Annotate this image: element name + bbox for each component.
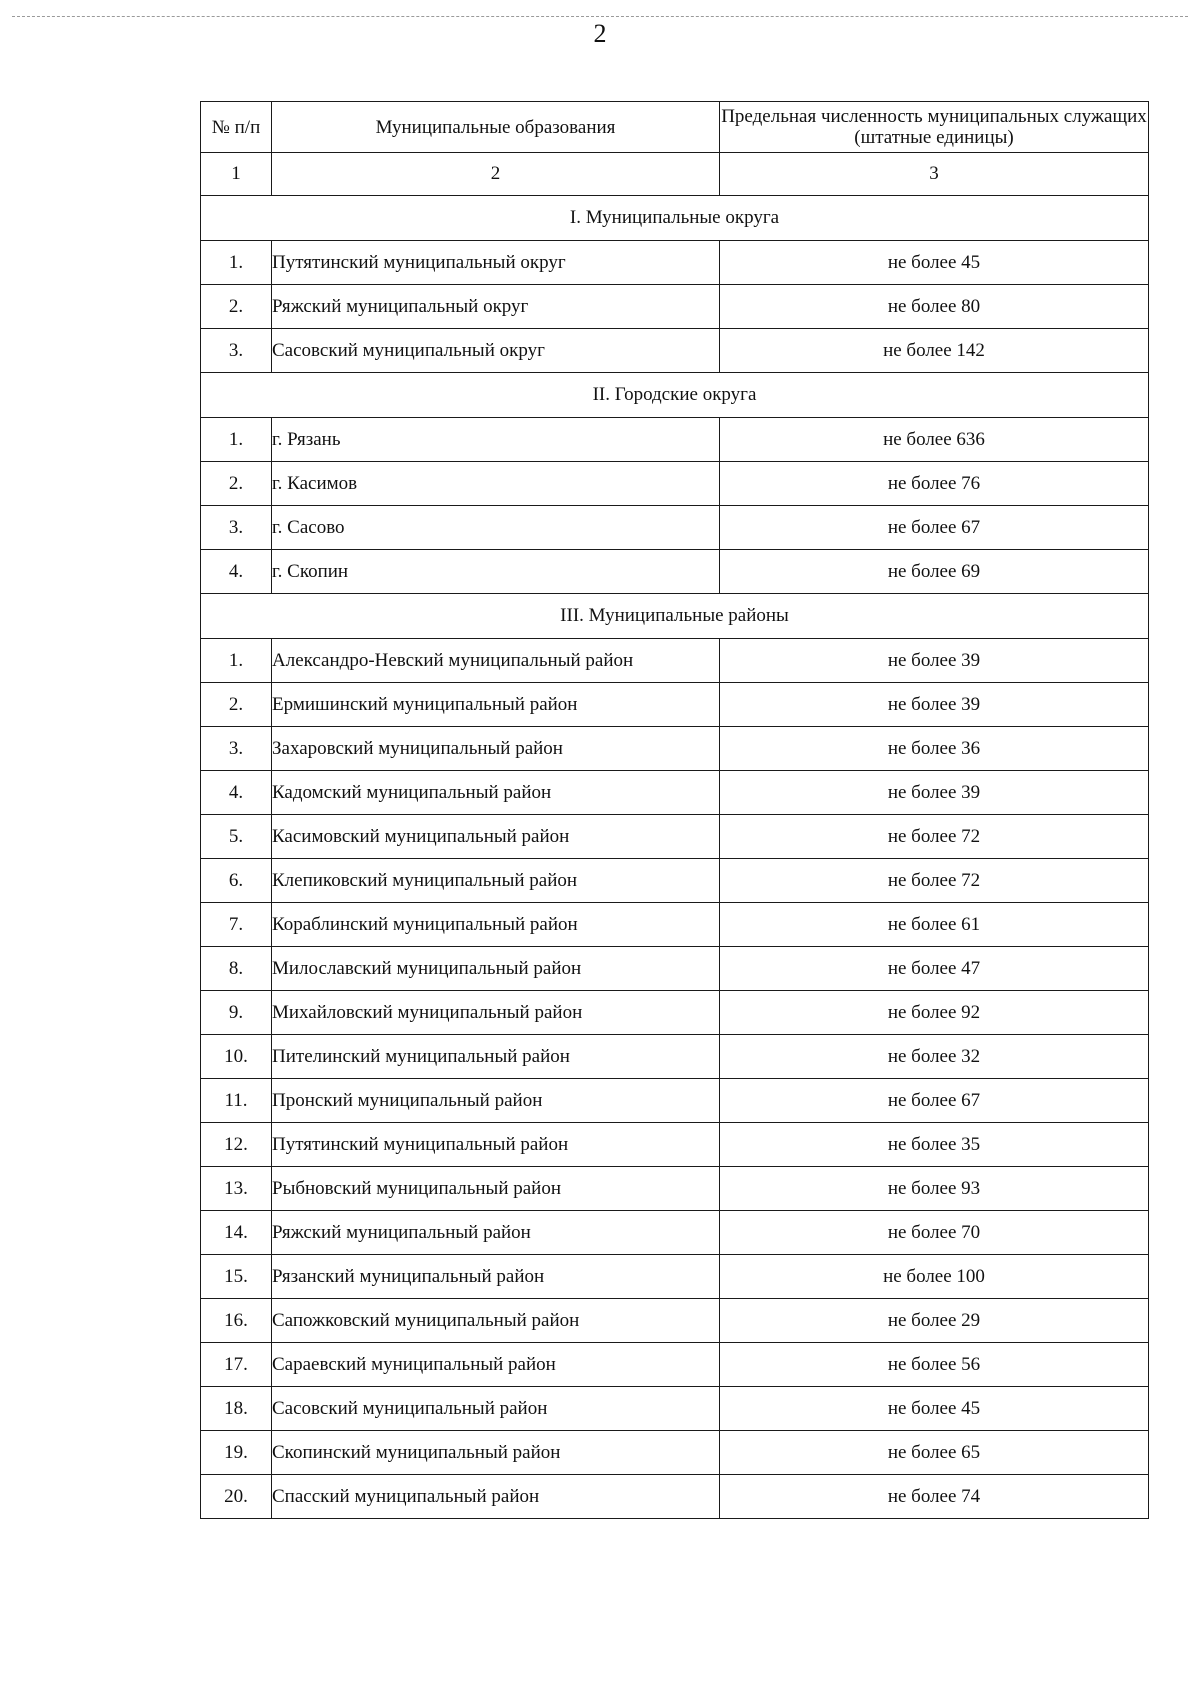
header-limit: Предельная численность муниципальных служащих (штатные единицы) [720, 102, 1149, 153]
table-row [201, 727, 1149, 771]
municipality-name: Сасовский муниципальный район [272, 1387, 720, 1431]
staff-limit: не более 100 [720, 1255, 1149, 1299]
table-row [201, 1387, 1149, 1431]
row-number: 2. [201, 462, 272, 506]
staff-limit: не более 36 [720, 727, 1149, 771]
municipality-name: Рязанский муниципальный район [272, 1255, 720, 1299]
staff-limit: не более 47 [720, 947, 1149, 991]
table-row [201, 639, 1149, 683]
municipality-name: Ряжский муниципальный округ [272, 285, 720, 329]
staff-limit: не более 39 [720, 683, 1149, 727]
row-number: 5. [201, 815, 272, 859]
municipality-name: Ермишинский муниципальный район [272, 683, 720, 727]
scan-edge-line [12, 16, 1188, 17]
staff-limit: не более 76 [720, 462, 1149, 506]
municipality-name: Спасский муниципальный район [272, 1475, 720, 1519]
row-number: 13. [201, 1167, 272, 1211]
column-index: 2 [272, 153, 720, 196]
row-number: 3. [201, 329, 272, 373]
municipality-name: Александро-Невский муниципальный район [272, 639, 720, 683]
column-index: 3 [720, 153, 1149, 196]
row-number: 2. [201, 683, 272, 727]
staff-limit: не более 29 [720, 1299, 1149, 1343]
municipality-name: Рыбновский муниципальный район [272, 1167, 720, 1211]
staff-limit: не более 72 [720, 815, 1149, 859]
staff-limit: не более 39 [720, 639, 1149, 683]
staff-limit: не более 80 [720, 285, 1149, 329]
table-row [201, 1035, 1149, 1079]
municipality-name: Клепиковский муниципальный район [272, 859, 720, 903]
staff-limit: не более 45 [720, 1387, 1149, 1431]
municipality-name: Касимовский муниципальный район [272, 815, 720, 859]
municipality-name: г. Касимов [272, 462, 720, 506]
staff-limit: не более 56 [720, 1343, 1149, 1387]
table-body [201, 196, 1149, 1519]
table-row [201, 1211, 1149, 1255]
column-index: 1 [201, 153, 272, 196]
row-number: 18. [201, 1387, 272, 1431]
staff-limit: не более 45 [720, 241, 1149, 285]
table-row [201, 329, 1149, 373]
staff-limit: не более 65 [720, 1431, 1149, 1475]
table-row [201, 903, 1149, 947]
table-row [201, 1431, 1149, 1475]
municipality-name: Кораблинский муниципальный район [272, 903, 720, 947]
table-row [201, 1167, 1149, 1211]
row-number: 1. [201, 241, 272, 285]
staff-limit: не более 142 [720, 329, 1149, 373]
row-number: 3. [201, 727, 272, 771]
row-number: 2. [201, 285, 272, 329]
section-title: III. Муниципальные районы [201, 594, 1149, 639]
table-row [201, 1299, 1149, 1343]
municipality-name: Сапожковский муниципальный район [272, 1299, 720, 1343]
row-number: 12. [201, 1123, 272, 1167]
row-number: 14. [201, 1211, 272, 1255]
column-index-row [201, 153, 1149, 196]
header-name: Муниципальные образования [272, 102, 720, 153]
row-number: 1. [201, 418, 272, 462]
row-number: 6. [201, 859, 272, 903]
table-row [201, 1475, 1149, 1519]
header-num: № п/п [201, 102, 272, 153]
table-row [201, 1343, 1149, 1387]
table-header-row [201, 102, 1149, 153]
staff-limit: не более 32 [720, 1035, 1149, 1079]
section-header-row [201, 196, 1149, 241]
page-number: 2 [593, 19, 607, 48]
table-row [201, 815, 1149, 859]
table-row [201, 462, 1149, 506]
row-number: 20. [201, 1475, 272, 1519]
table-row [201, 418, 1149, 462]
table-row [201, 991, 1149, 1035]
row-number: 4. [201, 550, 272, 594]
municipality-name: Милославский муниципальный район [272, 947, 720, 991]
section-header-row [201, 594, 1149, 639]
municipality-name: Скопинский муниципальный район [272, 1431, 720, 1475]
section-header-row [201, 373, 1149, 418]
table-row [201, 771, 1149, 815]
staff-limit: не более 636 [720, 418, 1149, 462]
municipality-name: Путятинский муниципальный район [272, 1123, 720, 1167]
row-number: 15. [201, 1255, 272, 1299]
staff-limit: не более 74 [720, 1475, 1149, 1519]
row-number: 10. [201, 1035, 272, 1079]
table-row [201, 285, 1149, 329]
row-number: 19. [201, 1431, 272, 1475]
table-row [201, 1079, 1149, 1123]
municipality-name: Сасовский муниципальный округ [272, 329, 720, 373]
table-row [201, 1123, 1149, 1167]
row-number: 3. [201, 506, 272, 550]
staff-limit: не более 67 [720, 1079, 1149, 1123]
municipality-name: Сараевский муниципальный район [272, 1343, 720, 1387]
municipality-name: Михайловский муниципальный район [272, 991, 720, 1035]
staff-limit: не более 69 [720, 550, 1149, 594]
row-number: 8. [201, 947, 272, 991]
table-row [201, 683, 1149, 727]
row-number: 4. [201, 771, 272, 815]
municipality-name: Пителинский муниципальный район [272, 1035, 720, 1079]
section-title: I. Муниципальные округа [201, 196, 1149, 241]
municipality-name: г. Сасово [272, 506, 720, 550]
table-row [201, 1255, 1149, 1299]
staff-limit: не более 70 [720, 1211, 1149, 1255]
table-row [201, 241, 1149, 285]
row-number: 17. [201, 1343, 272, 1387]
municipality-name: г. Рязань [272, 418, 720, 462]
table-row [201, 506, 1149, 550]
row-number: 7. [201, 903, 272, 947]
municipality-name: г. Скопин [272, 550, 720, 594]
staff-limit: не более 92 [720, 991, 1149, 1035]
staff-limit: не более 67 [720, 506, 1149, 550]
municipality-name: Путятинский муниципальный округ [272, 241, 720, 285]
staff-limit: не более 35 [720, 1123, 1149, 1167]
section-title: II. Городские округа [201, 373, 1149, 418]
municipality-name: Пронский муниципальный район [272, 1079, 720, 1123]
row-number: 16. [201, 1299, 272, 1343]
staff-limit: не более 93 [720, 1167, 1149, 1211]
municipality-name: Кадомский муниципальный район [272, 771, 720, 815]
municipal-staff-limits-table [200, 101, 1149, 1519]
municipality-name: Ряжский муниципальный район [272, 1211, 720, 1255]
table-row [201, 947, 1149, 991]
municipality-name: Захаровский муниципальный район [272, 727, 720, 771]
staff-limit: не более 39 [720, 771, 1149, 815]
row-number: 11. [201, 1079, 272, 1123]
staff-limit: не более 61 [720, 903, 1149, 947]
row-number: 1. [201, 639, 272, 683]
row-number: 9. [201, 991, 272, 1035]
staff-limit: не более 72 [720, 859, 1149, 903]
table-row [201, 550, 1149, 594]
table-row [201, 859, 1149, 903]
